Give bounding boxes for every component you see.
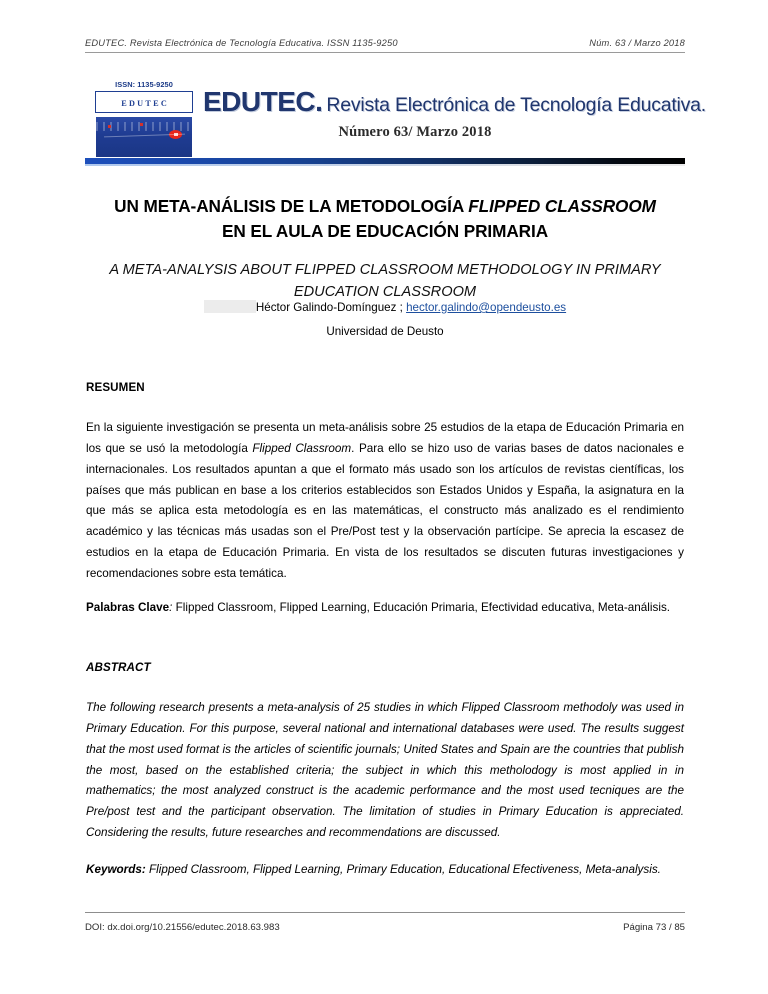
- keywords-label: Keywords:: [86, 862, 146, 876]
- running-header-journal: EDUTEC. Revista Electrónica de Tecnología Educativa. ISSN 1135-9250: [85, 38, 398, 48]
- running-header: [85, 38, 685, 53]
- masthead-brand-line: [203, 78, 706, 117]
- palabras-clave-line: [86, 598, 684, 619]
- article-title-english: A META-ANALYSIS ABOUT FLIPPED CLASSROOM METHODOLOGY IN PRIMARY EDUCATION CLASSROOM: [109, 262, 661, 300]
- title-es-part2: EN EL AULA DE EDUCACIÓN PRIMARIA: [221, 220, 549, 241]
- logo-artwork-icon: [95, 116, 193, 158]
- logo-issn-text: ISSN: 1135-9250: [115, 80, 173, 89]
- masthead-brand-secondary: Revista Electrónica de Tecnología Educativa.: [326, 94, 706, 116]
- edutec-logo: [93, 80, 195, 158]
- author-redaction-block: [204, 300, 256, 313]
- resumen-paragraph: [86, 418, 684, 586]
- palabras-clave-text: Flipped Classroom, Flipped Learning, Educación Primaria, Efectividad educativa, Meta-análisis.: [175, 600, 671, 614]
- logo-red-tick-icon: [108, 125, 111, 128]
- article-title-spanish: [100, 194, 670, 245]
- masthead-rule-highlight: [85, 164, 685, 166]
- title-es-italic: FLIPPED CLASSROOM: [468, 195, 656, 216]
- running-header-issue: Núm. 63 / Marzo 2018: [589, 38, 685, 48]
- keywords-line: [86, 860, 684, 881]
- masthead-titles: [203, 78, 706, 141]
- resumen-text-italic: Flipped Classroom: [252, 441, 352, 455]
- title-es-part1: UN META-ANÁLISIS DE LA METODOLOGÍA: [114, 195, 469, 216]
- masthead-brand-primary: EDUTEC.: [203, 86, 323, 117]
- author-line: [90, 300, 680, 314]
- palabras-clave-label: Palabras Clave: [86, 600, 170, 614]
- resumen-text-part1: En la siguiente investigación se presenta un meta-análisis sobre 25 estudios de la etapa de Educación Primaria en los que se usó la metodología: [86, 420, 684, 455]
- masthead-issue-line: Número 63/ Marzo 2018: [338, 124, 492, 140]
- abstract-paragraph: The following research presents a meta-analysis of 25 studies in which Flipped Classroom methodoly was used in Primary Education. For this purpose, several national and international databases were used. The results suggest that the most used format is the articles of scientific journals; United States and Spain are the countries that publish the most, based on the established criteria; the subject in which this metholodogy is most applied in in mathematics; the most analyzed construct is the academic performance and the most used tecniques are the Pre/post test and the participant observation. The limitation of studies in Primary Education is appreciated. Considering the results, future researches and recommendations are discussed.: [86, 700, 684, 840]
- page-footer: [85, 912, 685, 933]
- footer-page: Página 73 / 85: [623, 922, 685, 933]
- author-affiliation: Universidad de Deusto: [326, 325, 444, 338]
- logo-red-dot-icon: [169, 130, 182, 139]
- journal-masthead: [85, 78, 706, 160]
- resumen-heading: RESUMEN: [86, 381, 145, 394]
- keywords-text: Flipped Classroom, Flipped Learning, Primary Education, Educational Efectiveness, Meta-analysis.: [145, 862, 661, 876]
- logo-name-bar: [95, 91, 193, 113]
- footer-doi: DOI: dx.doi.org/10.21556/edutec.2018.63.983: [85, 922, 280, 933]
- logo-name-text: EDUTEC: [121, 99, 170, 108]
- resumen-text-part2: . Para ello se hizo uso de varias bases de datos nacionales e internacionales. Los resultados apuntan a que el formato más usado son los artículos de revistas científicas, los países que más publican en base a los criterios establecidos son Estados Unidos y España, la asignatura en la que más se aplica esta metodología es en las matemáticas, el constructo más analizado es el rendimiento académico y las técnicas más usadas son el Pre/Post test y la observación partícipe. Se aprecia la escasez de estudios en la etapa de Educación Primaria. En vista de los resultados se discuten futuras investigaciones y recomendaciones sobre esta temática.: [86, 441, 684, 581]
- author-email-link[interactable]: hector.galindo@opendeusto.es: [406, 301, 567, 314]
- palabras-clave-separator: :: [169, 600, 176, 614]
- author-name: Héctor Galindo-Domínguez ;: [255, 301, 407, 314]
- logo-red-tick-icon: [140, 123, 143, 126]
- abstract-heading: ABSTRACT: [86, 661, 151, 674]
